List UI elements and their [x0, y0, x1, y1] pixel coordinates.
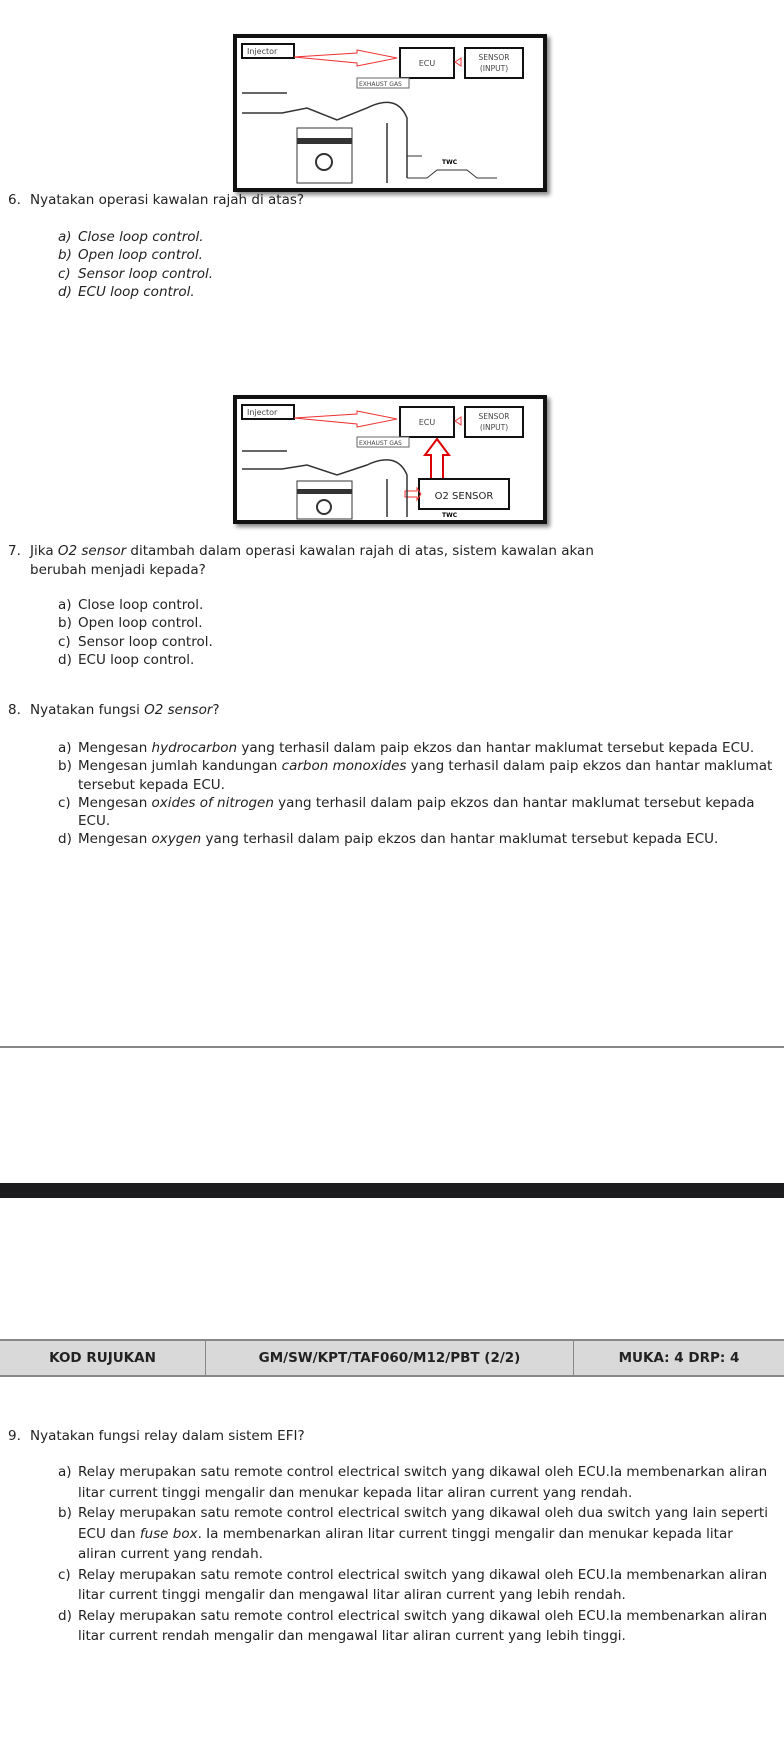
question-8 [8, 702, 220, 718]
q6-option-a[interactable] [58, 228, 778, 246]
option-text [78, 794, 778, 831]
svg-text:(INPUT): (INPUT) [479, 64, 509, 73]
option-letter: c) [58, 1566, 71, 1583]
option-text: Sensor loop control. [78, 633, 213, 650]
text-run: . Ia membenarkan aliran litar current tinggi mengalir dan menukar kepada litar aliran current yang rendah. [78, 1525, 733, 1562]
option-letter: c) [58, 633, 71, 650]
option-text [78, 757, 778, 794]
text-emphasis: O2 sensor [57, 543, 127, 559]
q8-option-d[interactable] [58, 830, 778, 848]
option-text: ECU loop control. [78, 283, 195, 300]
q8-option-c[interactable] [58, 794, 778, 831]
page-number: MUKA: 4 DRP: 4 [574, 1340, 784, 1376]
question-number: 7. [8, 543, 21, 559]
q9-options [58, 1462, 770, 1647]
svg-text:EXHAUST GAS: EXHAUST GAS [359, 440, 402, 447]
option-text [78, 1503, 770, 1565]
option-letter: c) [58, 794, 71, 811]
option-text [78, 1462, 770, 1503]
text-run: ditambah dalam operasi kawalan rajah di atas, sistem kawalan akan [126, 543, 594, 559]
text-run: Mengesan [78, 794, 152, 811]
svg-text:TWC: TWC [442, 512, 458, 519]
svg-text:(INPUT): (INPUT) [479, 423, 509, 432]
option-letter: d) [58, 831, 72, 848]
option-letter: a) [58, 1464, 72, 1480]
reference-label: KOD RUJUKAN [0, 1340, 206, 1376]
svg-text:SENSOR: SENSOR [478, 412, 510, 421]
text-run: yang terhasil dalam paip ekzos dan hantar maklumat tersebut kepada ECU. [201, 831, 719, 848]
option-text [78, 1606, 770, 1647]
q8-option-a[interactable] [58, 739, 778, 757]
option-text: ECU loop control. [78, 651, 195, 668]
q6-option-d[interactable] [58, 283, 778, 301]
q9-option-a[interactable] [58, 1462, 770, 1503]
text-emphasis: oxygen [151, 831, 202, 848]
engine-diagram-open-loop [233, 34, 547, 192]
question-text: Nyatakan operasi kawalan rajah di atas? [30, 192, 305, 208]
question-6 [8, 192, 304, 208]
question-number: 8. [8, 702, 21, 718]
option-text: Close loop control. [78, 229, 204, 245]
option-letter: b) [58, 247, 72, 264]
svg-text:ECU: ECU [418, 418, 436, 427]
option-text [78, 739, 754, 757]
engine-illustration [237, 399, 543, 520]
text-run: Nyatakan fungsi [30, 702, 145, 718]
option-letter: b) [58, 758, 72, 775]
text-run: Relay merupakan satu remote control electrical switch yang dikawal oleh ECU.Ia membenarkan aliran litar current rendah mengalir dan mengawal litar aliran current yang lebih tinggi. [78, 1607, 768, 1644]
option-letter: a) [58, 740, 72, 756]
option-letter: a) [58, 229, 72, 245]
question-text [30, 702, 220, 718]
option-letter: b) [58, 1505, 72, 1521]
option-letter: d) [58, 1607, 72, 1624]
option-letter: c) [58, 265, 71, 282]
text-run: berubah menjadi kepada? [30, 562, 206, 578]
question-number: 6. [8, 192, 21, 208]
text-run: Mengesan [78, 740, 152, 756]
text-run: Mengesan [78, 831, 152, 848]
text-run: Relay merupakan satu remote control electrical switch yang dikawal oleh dua switch yang lain seperti ECU dan [78, 1505, 768, 1542]
page-divider [0, 1046, 784, 1048]
question-text [8, 543, 594, 578]
text-run: yang terhasil dalam paip ekzos dan hantar maklumat tersebut kepada ECU. [78, 794, 755, 830]
q7-option-b[interactable] [58, 614, 778, 632]
option-text: Open loop control. [78, 615, 203, 632]
option-letter: a) [58, 597, 72, 613]
text-emphasis: O2 sensor [144, 702, 213, 718]
text-emphasis: fuse box [139, 1525, 198, 1542]
text-run: yang terhasil dalam paip ekzos dan hantar maklumat tersebut kepada ECU. [237, 740, 755, 756]
svg-text:Injector: Injector [247, 47, 278, 56]
q7-option-d[interactable] [58, 651, 778, 669]
option-text: Close loop control. [78, 597, 204, 613]
option-text: Open loop control. [78, 247, 203, 264]
q6-options [58, 228, 778, 301]
text-emphasis: carbon monoxides [281, 758, 407, 775]
text-run: Jika [30, 543, 58, 559]
engine-diagram-with-o2-sensor [233, 395, 547, 524]
reference-header-table [0, 1339, 784, 1377]
q6-option-b[interactable] [58, 246, 778, 264]
option-letter: b) [58, 615, 72, 632]
q9-option-b[interactable] [58, 1503, 770, 1565]
svg-text:ECU: ECU [418, 59, 436, 68]
text-run: ? [212, 702, 220, 718]
option-text [78, 1565, 770, 1606]
option-text [78, 830, 718, 848]
q6-option-c[interactable] [58, 265, 778, 283]
q7-option-a[interactable] [58, 596, 778, 614]
svg-text:EXHAUST GAS: EXHAUST GAS [359, 81, 402, 88]
q7-option-c[interactable] [58, 633, 778, 651]
text-run: yang terhasil dalam paip ekzos dan hantar maklumat tersebut kepada ECU. [78, 758, 773, 793]
text-emphasis: oxides of nitrogen [151, 794, 274, 811]
option-letter: d) [58, 283, 72, 300]
engine-illustration [237, 38, 543, 188]
text-emphasis: hydrocarbon [151, 740, 238, 756]
svg-text:TWC: TWC [442, 159, 458, 166]
svg-text:SENSOR: SENSOR [478, 53, 510, 62]
question-7 [8, 542, 594, 580]
question-9 [8, 1428, 305, 1444]
q8-options [58, 739, 778, 849]
question-number: 9. [8, 1428, 21, 1444]
q7-options [58, 596, 778, 669]
text-run: Relay merupakan satu remote control electrical switch yang dikawal oleh ECU.Ia membenarkan aliran litar current tinggi mengalir dan menukar kepada litar aliran current yang rendah. [78, 1464, 768, 1501]
option-text: Sensor loop control. [78, 265, 214, 282]
option-letter: d) [58, 651, 72, 668]
text-run: Relay merupakan satu remote control electrical switch yang dikawal oleh ECU.Ia membenarkan aliran litar current tinggi mengalir dan mengawal litar aliran current yang lebih rendah. [78, 1566, 768, 1603]
page-break-bar [0, 1183, 784, 1198]
q8-option-b[interactable] [58, 757, 778, 794]
question-text: Nyatakan fungsi relay dalam sistem EFI? [30, 1428, 305, 1444]
svg-text:O2 SENSOR: O2 SENSOR [434, 491, 494, 502]
q9-option-d[interactable] [58, 1606, 770, 1647]
text-run: Mengesan jumlah kandungan [78, 758, 282, 775]
svg-text:Injector: Injector [247, 408, 278, 417]
reference-code: GM/SW/KPT/TAF060/M12/PBT (2/2) [206, 1340, 574, 1376]
q9-option-c[interactable] [58, 1565, 770, 1606]
